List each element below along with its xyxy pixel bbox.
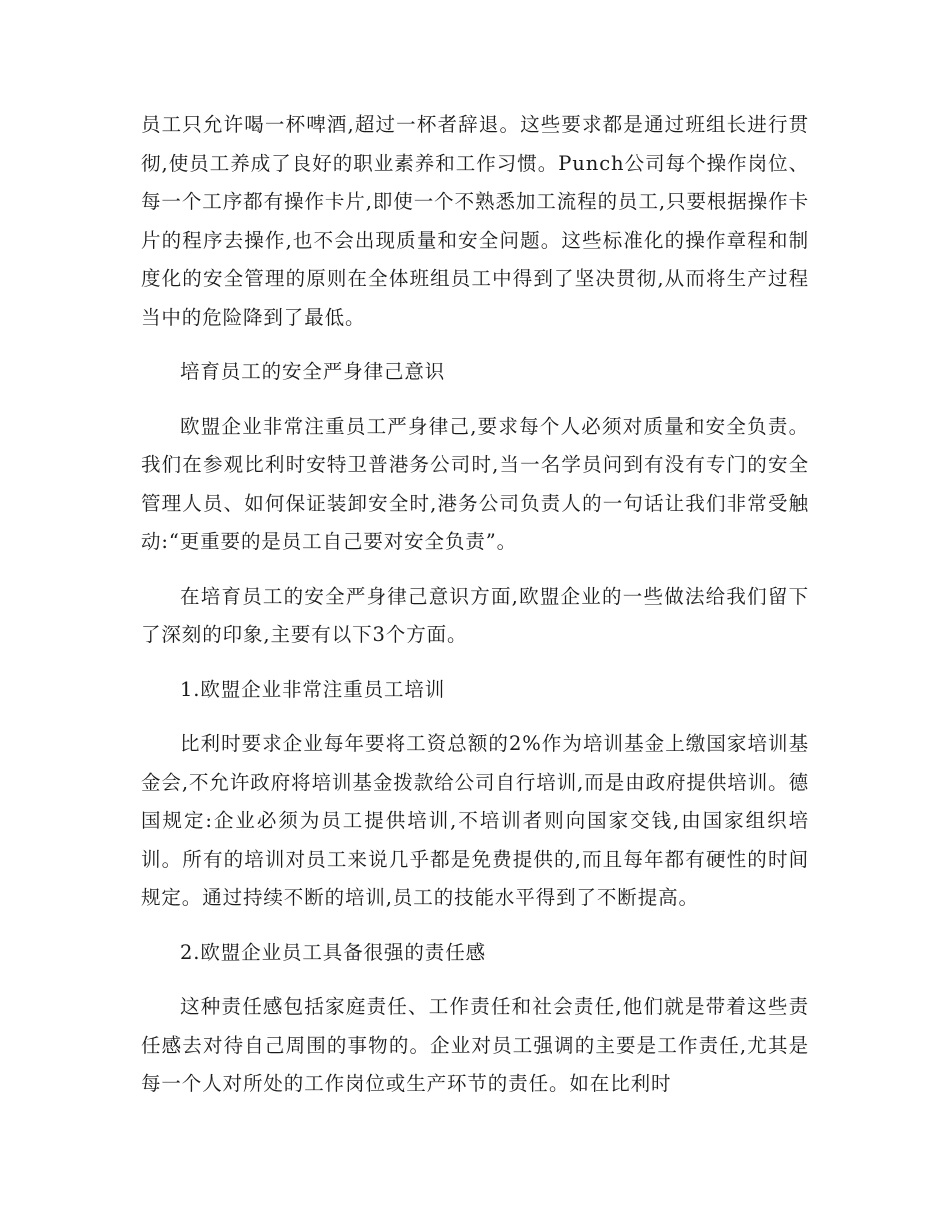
section-heading-safety-discipline: 培育员工的安全严身律己意识 bbox=[180, 360, 446, 383]
paragraph-continuation: 员工只允许喝一杯啤酒,超过一杯者辞退。这些要求都是通过班组长进行贯彻,使员工养成了良好的职业素养和工作习惯。Punch公司每个操作岗位、每一个工序都有操作卡片,即使一个不熟悉加工流程的员工,只要根据操作卡片的程序去操作,也不会出现质量和安全问题。这些标准化的操作章程和制度化的安全管理的原则在全体班组员工中得到了坚决贯彻,从而将生产过程当中的危险降到了最低。 bbox=[141, 113, 809, 329]
paragraph-self-discipline: 欧盟企业非常注重员工严身律己,要求每个人必须对质量和安全负责。我们在参观比利时安特卫普港务公司时,当一名学员问到有没有专门的安全管理人员、如何保证装卸安全时,港务公司负责人的一句话让我们非常受触动:“更重要的是员工自己要对安全负责”。 bbox=[141, 414, 809, 553]
paragraph-three-aspects: 在培育员工的安全严身律己意识方面,欧盟企业的一些做法给我们留下了深刻的印象,主要有以下3个方面。 bbox=[141, 584, 809, 646]
paragraph-responsibility: 这种责任感包括家庭责任、工作责任和社会责任,他们就是带着这些责任感去对待自己周围的事物的。企业对员工强调的主要是工作责任,尤其是每一个人对所处的工作岗位或生产环节的责任。如在比利时 bbox=[141, 995, 809, 1095]
paragraph-training: 比利时要求企业每年要将工资总额的2%作为培训基金上缴国家培训基金会,不允许政府将培训基金拨款给公司自行培训,而是由政府提供培训。德国规定:企业必须为员工提供培训,不培训者则向国家交钱,由国家组织培训。所有的培训对员工来说几乎都是免费提供的,而且每年都有硬性的时间规定。通过持续不断的培训,员工的技能水平得到了不断提高。 bbox=[141, 732, 809, 909]
subheading-responsibility: 2.欧盟企业员工具备很强的责任感 bbox=[180, 940, 487, 964]
document-body bbox=[141, 106, 809, 1120]
subheading-training: 1.欧盟企业非常注重员工培训 bbox=[180, 677, 446, 701]
